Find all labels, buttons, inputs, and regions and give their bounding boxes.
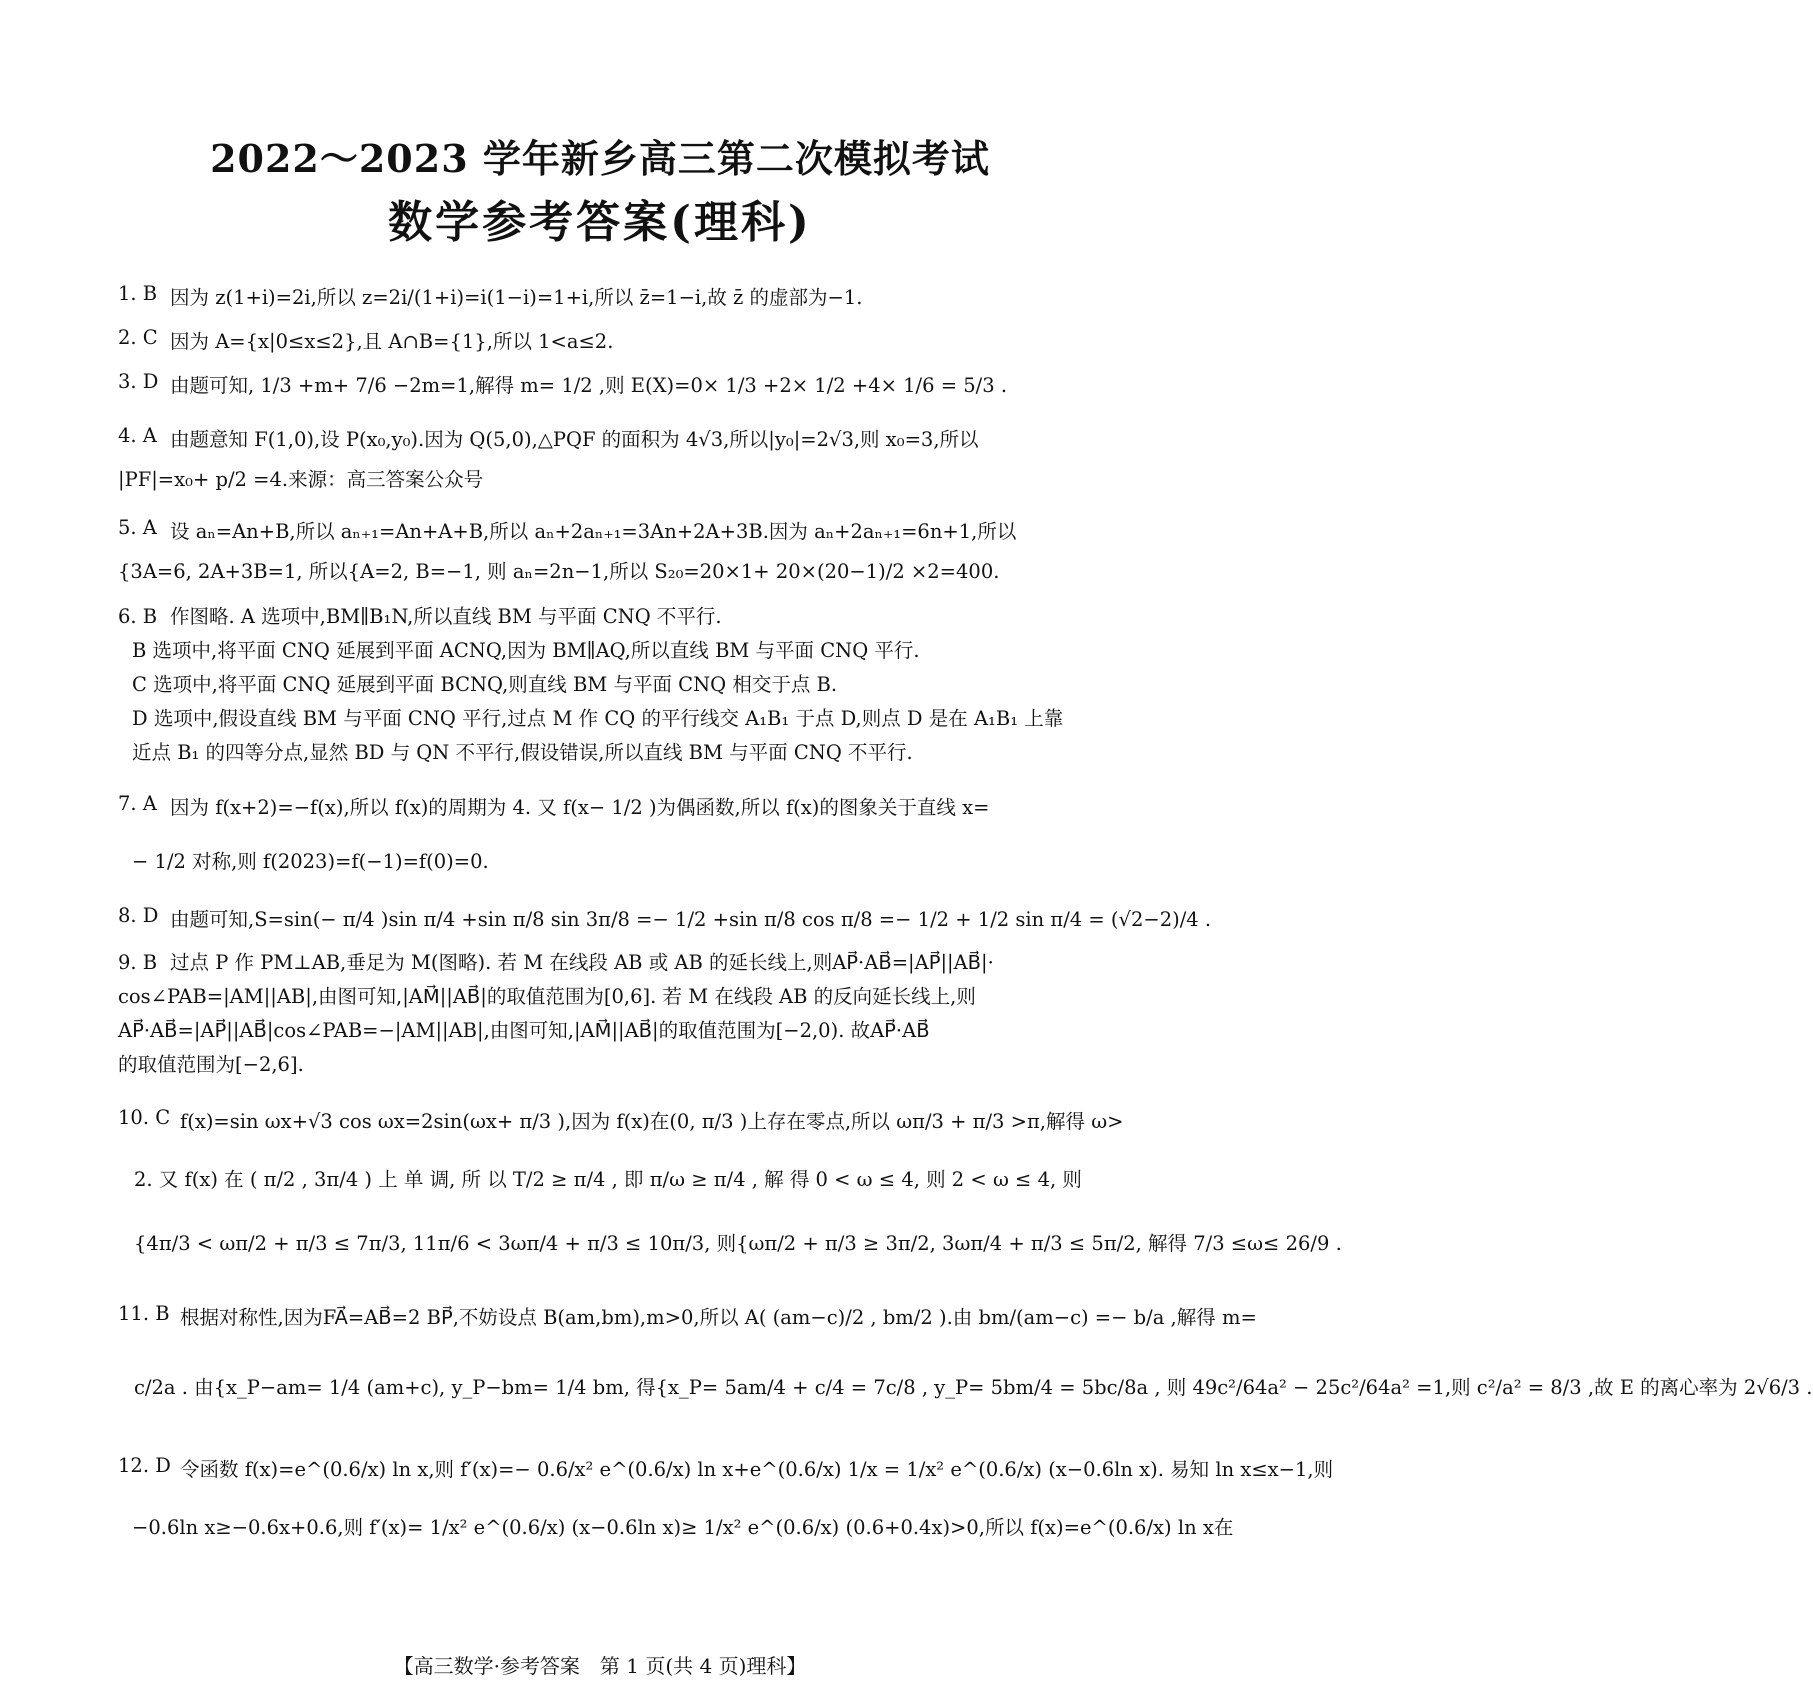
answer-number: 10. C xyxy=(118,1106,171,1129)
answer-number: 12. D xyxy=(118,1454,171,1477)
answer-line: 令函数 f(x)=e^(0.6/x) ln x,则 f′(x)=− 0.6/x² e^(0.6/x) ln x+e^(0.6/x) 1/x = 1/x² e^(0.6/x) (x−0.6ln x). 易知 ln x≤x−1,则 xyxy=(180,1458,1334,1481)
answer-line: 2. 又 f(x) 在 ( π/2 , 3π/4 ) 上 单 调, 所 以 T/2 ≥ π/4 , 即 π/ω ≥ π/4 , 解 得 0 < ω ≤ 4, 则 2 < ω ≤ 4, 则 xyxy=(134,1168,1082,1191)
answer-line: D 选项中,假设直线 BM 与平面 CNQ 平行,过点 M 作 CQ 的平行线交 A₁B₁ 于点 D,则点 D 是在 A₁B₁ 上靠 xyxy=(132,707,1064,730)
answer-line: AP⃗·AB⃗=|AP⃗||AB⃗|cos∠PAB=−|AM||AB|,由图可知,|AM⃗||AB⃗|的取值范围为[−2,0). 故AP⃗·AB⃗ xyxy=(118,1019,930,1042)
answer-line: B 选项中,将平面 CNQ 延展到平面 ACNQ,因为 BM∥AQ,所以直线 BM 与平面 CNQ 平行. xyxy=(132,639,920,662)
answer-line: 近点 B₁ 的四等分点,显然 BD 与 QN 不平行,假设错误,所以直线 BM 与平面 CNQ 不平行. xyxy=(132,741,913,764)
answer-number: 9. B xyxy=(118,951,158,974)
answer-line: cos∠PAB=|AM||AB|,由图可知,|AM⃗||AB⃗|的取值范围为[0,6]. 若 M 在线段 AB 的反向延长线上,则 xyxy=(118,985,976,1008)
exam-subtitle: 数学参考答案(理科) xyxy=(388,197,812,248)
answer-number: 8. D xyxy=(118,904,159,927)
answer-line: f(x)=sin ωx+√3 cos ωx=2sin(ωx+ π/3 ),因为 f(x)在(0, π/3 )上存在零点,所以 ωπ/3 + π/3 >π,解得 ω> xyxy=(180,1110,1124,1133)
answer-item-1 xyxy=(118,282,1098,310)
answer-line: 因为 z(1+i)=2i,所以 z=2i/(1+i)=i(1−i)=1+i,所以 z̄=1−i,故 z̄ 的虚部为−1. xyxy=(170,286,863,309)
answer-item-9 xyxy=(118,946,1098,1082)
answer-line: 作图略. A 选项中,BM∥B₁N,所以直线 BM 与平面 CNQ 不平行. xyxy=(170,605,722,628)
answer-number: 7. A xyxy=(118,792,157,815)
answer-item-6 xyxy=(118,600,1098,770)
answer-item-11 xyxy=(118,1302,1813,1400)
answer-number: 4. A xyxy=(118,424,157,447)
answer-line: 因为 f(x+2)=−f(x),所以 f(x)的周期为 4. 又 f(x− 1/2 )为偶函数,所以 f(x)的图象关于直线 x= xyxy=(170,796,990,819)
answer-line: 过点 P 作 PM⊥AB,垂足为 M(图略). 若 M 在线段 AB 或 AB 的延长线上,则AP⃗·AB⃗=|AP⃗||AB⃗|· xyxy=(170,951,994,974)
answer-line: 由题可知,S=sin(− π/4 )sin π/4 +sin π/8 sin 3π/8 =− 1/2 +sin π/8 cos π/8 =− 1/2 + 1/2 sin π/4 = (√2−2)/4 . xyxy=(170,908,1212,931)
answer-line: 设 aₙ=An+B,所以 aₙ₊₁=An+A+B,所以 aₙ+2aₙ₊₁=3An+2A+3B.因为 aₙ+2aₙ₊₁=6n+1,所以 xyxy=(170,520,1017,543)
answer-number: 1. B xyxy=(118,282,158,305)
answer-item-2 xyxy=(118,326,1098,354)
answer-line: 根据对称性,因为FA⃗=AB⃗=2 BP⃗,不妨设点 B(am,bm),m>0,所以 A( (am−c)/2 , bm/2 ).由 bm/(am−c) =− b/a ,解得 m= xyxy=(180,1306,1257,1329)
answer-number: 3. D xyxy=(118,370,159,393)
answer-item-5 xyxy=(118,516,1098,584)
answer-line: C 选项中,将平面 CNQ 延展到平面 BCNQ,则直线 BM 与平面 CNQ 相交于点 B. xyxy=(132,673,838,696)
answer-item-7 xyxy=(118,792,1098,874)
answer-item-4 xyxy=(118,424,1098,492)
answer-number: 5. A xyxy=(118,516,157,539)
answer-line: c/2a . 由{x_P−am= 1/4 (am+c), y_P−bm= 1/4 bm, 得{x_P= 5am/4 + c/4 = 7c/8 , y_P= 5bm/4 = 5bc/8a , 则 49c²/64a² − 25c²/64a² =1,则 c²/a² = 8/3 ,故 E 的离心率为 2√6/3 . xyxy=(134,1376,1813,1399)
answer-line: −0.6ln x≥−0.6x+0.6,则 f′(x)= 1/x² e^(0.6/x) (x−0.6ln x)≥ 1/x² e^(0.6/x) (0.6+0.4x)>0,所以 f(x)=e^(0.6/x) ln x在 xyxy=(132,1516,1234,1539)
answer-item-3 xyxy=(118,370,1098,398)
answer-number: 11. B xyxy=(118,1302,170,1325)
answer-line: 因为 A={x|0≤x≤2},且 A∩B={1},所以 1<a≤2. xyxy=(170,330,614,353)
answer-line: 由题可知, 1/3 +m+ 7/6 −2m=1,解得 m= 1/2 ,则 E(X)=0× 1/3 +2× 1/2 +4× 1/6 = 5/3 . xyxy=(170,374,1008,397)
answer-line: {4π/3 < ωπ/2 + π/3 ≤ 7π/3, 11π/6 < 3ωπ/4 + π/3 ≤ 10π/3, 则{ωπ/2 + π/3 ≥ 3π/2, 3ωπ/4 + π/3 ≤ 5π/2, 解得 7/3 ≤ω≤ 26/9 . xyxy=(134,1232,1342,1255)
answer-number: 6. B xyxy=(118,605,158,628)
answer-item-12 xyxy=(118,1454,1334,1540)
answer-line: 的取值范围为[−2,6]. xyxy=(118,1053,304,1076)
exam-title: 2022～2023 学年新乡高三第二次模拟考试 xyxy=(210,136,990,181)
answer-line: − 1/2 对称,则 f(2023)=f(−1)=f(0)=0. xyxy=(132,850,489,873)
answer-number: 2. C xyxy=(118,326,158,349)
answer-item-10 xyxy=(118,1106,1342,1256)
answer-item-8 xyxy=(118,904,1212,932)
answer-list xyxy=(118,282,1813,1540)
answer-line: |PF|=x₀+ p/2 =4.来源：高三答案公众号 xyxy=(118,468,484,491)
page-footer: 【高三数学·参考答案 第 1 页(共 4 页)理科】 xyxy=(393,1654,807,1678)
answer-line: {3A=6, 2A+3B=1, 所以{A=2, B=−1, 则 aₙ=2n−1,所以 S₂₀=20×1+ 20×(20−1)/2 ×2=400. xyxy=(118,560,1000,583)
answer-line: 由题意知 F(1,0),设 P(x₀,y₀).因为 Q(5,0),△PQF 的面积为 4√3,所以|y₀|=2√3,则 x₀=3,所以 xyxy=(170,428,979,451)
